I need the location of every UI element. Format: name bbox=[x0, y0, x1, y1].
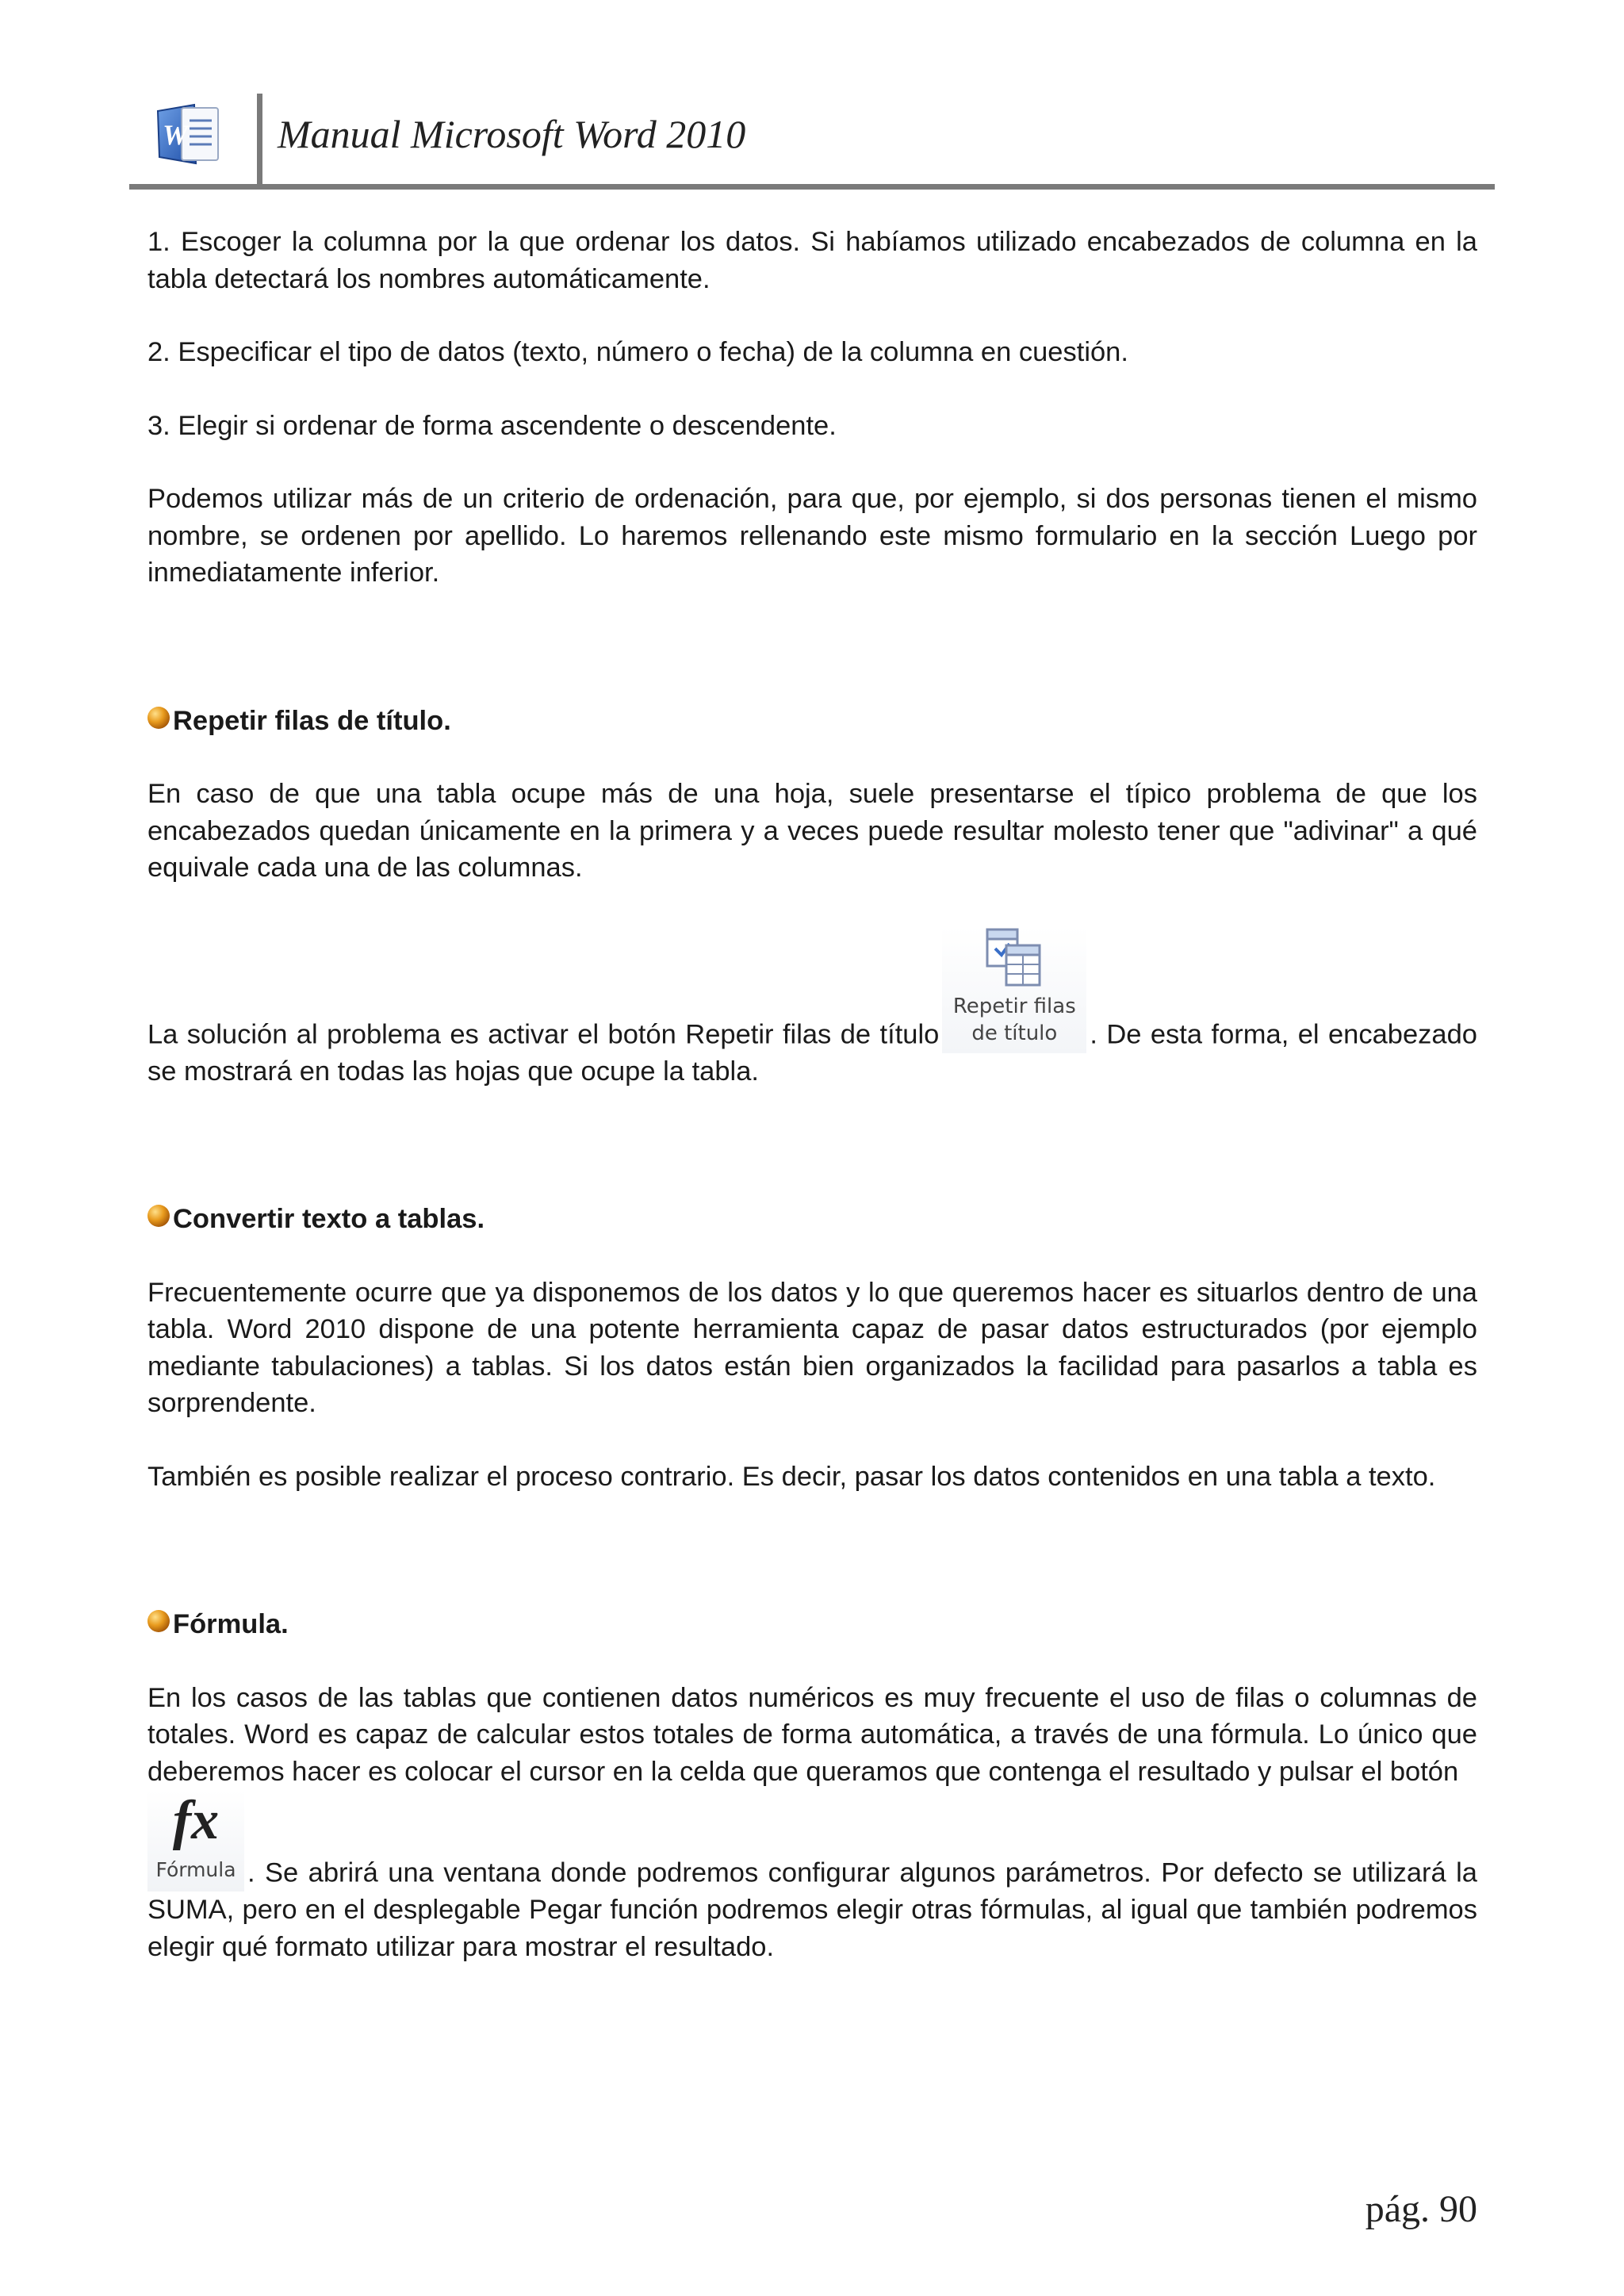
section-heading-repetir bbox=[147, 703, 1477, 740]
section-heading-formula bbox=[147, 1606, 1477, 1643]
word-2010-logo-icon bbox=[150, 100, 228, 171]
orange-bullet-icon bbox=[147, 1205, 170, 1227]
page-number: pág. 90 bbox=[1365, 2188, 1477, 2230]
section-heading-formula-text: Fórmula. bbox=[173, 1609, 289, 1639]
repetir-text-before: La solución al problema es activar el botón Repetir filas de título bbox=[147, 1019, 940, 1049]
orange-bullet-icon bbox=[147, 707, 170, 729]
paragraph-formula-2 bbox=[147, 1790, 1477, 1965]
header-title: Manual Microsoft Word 2010 bbox=[278, 112, 746, 156]
header-rule bbox=[129, 184, 1495, 190]
header-divider-vertical bbox=[257, 94, 262, 187]
formula-button-label: Fórmula bbox=[155, 1858, 236, 1881]
repeat-header-rows-label-2: de título bbox=[971, 1021, 1058, 1045]
section-heading-repetir-text: Repetir filas de título. bbox=[173, 705, 451, 736]
repeat-header-rows-button[interactable] bbox=[942, 926, 1086, 1053]
formula-text-after: . Se abrirá una ventana donde podremos configurar algunos parámetros. Por defecto se utilizará la SUMA, pero en el desplegable Pegar función podremos elegir otras fórmulas, al igual que también podremos elegir qué formato utilizar para mostrar el resultado. bbox=[147, 1857, 1477, 1962]
orange-bullet-icon bbox=[147, 1610, 170, 1632]
page-content bbox=[147, 224, 1477, 1965]
section-heading-convertir-text: Convertir texto a tablas. bbox=[173, 1204, 485, 1234]
paragraph-repetir-solution bbox=[147, 926, 1477, 1091]
paragraph-convertir-2: También es posible realizar el proceso contrario. Es decir, pasar los datos contenidos en una tabla a texto. bbox=[147, 1461, 1436, 1492]
formula-button[interactable] bbox=[147, 1790, 244, 1892]
repeat-header-rows-label-1: Repetir filas bbox=[952, 994, 1076, 1018]
fx-icon: fx bbox=[172, 1790, 220, 1851]
paragraph-criteria: Podemos utilizar más de un criterio de ordenación, para que, por ejemplo, si dos personas tienen el mismo nombre, se ordenen por apellido. Lo haremos rellenando este mismo formulario en la sección Luego por inmediatamente inferior. bbox=[147, 484, 1477, 588]
paragraph-formula-1: En los casos de las tablas que contienen datos numéricos es muy frecuente el uso de filas o columnas de totales. Word es capaz de calcular estos totales de forma automática, a través de una fórmula. Lo único que deberemos hacer es colocar el cursor en la celda que queramos que contenga el resultado y pulsar el botón bbox=[147, 1682, 1477, 1787]
paragraph-repetir-problem: En caso de que una tabla ocupe más de una hoja, suele presentarse el típico problema de que los encabezados quedan únicamente en la primera y a veces puede resultar molesto tener que "adivinar" a qué equivale cada una de las columnas. bbox=[147, 779, 1477, 883]
page-header bbox=[129, 94, 1495, 190]
section-heading-convertir bbox=[147, 1201, 1477, 1238]
paragraph-step-1: 1. Escoger la columna por la que ordenar los datos. Si habíamos utilizado encabezados de columna en la tabla detectará los nombres automáticamente. bbox=[147, 227, 1477, 294]
repetir-text-after: . De esta forma, el encabezado se mostrará en todas las hojas que ocupe la tabla. bbox=[147, 1019, 1477, 1087]
repeat-header-rows-icon bbox=[984, 926, 1044, 988]
svg-text:W: W bbox=[163, 119, 189, 151]
paragraph-step-2: 2. Especificar el tipo de datos (texto, número o fecha) de la columna en cuestión. bbox=[147, 337, 1128, 367]
paragraph-convertir-1: Frecuentemente ocurre que ya disponemos de los datos y lo que queremos hacer es situarlos dentro de una tabla. Word 2010 dispone de una potente herramienta capaz de pasar datos estructurados (por ejemplo mediante tabulaciones) a tablas. Si los datos están bien organizados la facilidad para pasarlos a tabla es sorprendente. bbox=[147, 1277, 1477, 1418]
paragraph-step-3: 3. Elegir si ordenar de forma ascendente o descendente. bbox=[147, 410, 837, 441]
